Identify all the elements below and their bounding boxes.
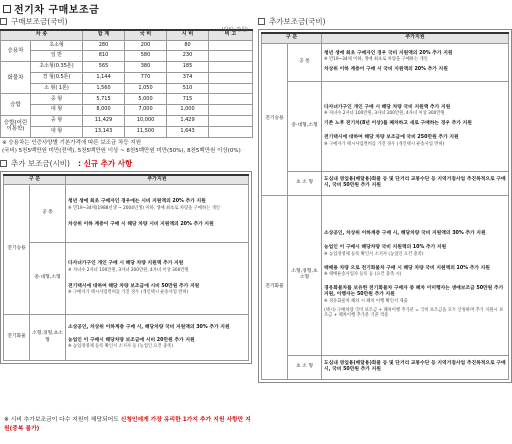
national-additional-section-title: 추가보조금(국비) [269,16,326,26]
group-cell: 전기화물 [4,315,30,361]
total-cell: 1,144 [83,72,125,83]
note-cell [209,94,253,105]
city-cell: 80 [167,40,209,51]
right-panel [258,16,512,383]
total-cell: 5,715 [83,94,125,105]
col-category: 구 분 [4,175,66,185]
support-cell [322,43,509,81]
col-national: 국 비 [125,30,167,40]
table-row [1,51,253,62]
sub-cell: 소형,경형,초소형 [30,315,66,361]
table-header-row [262,33,509,43]
national-section-title: 구매보조금(국비) [11,16,68,26]
support-cell [66,243,249,315]
national-cell: 200 [125,40,167,51]
sub-cell: 초 소 형 [288,171,322,195]
total-cell: 13,143 [83,126,125,137]
city-section-header [0,159,252,169]
col-category: 구 분 [262,33,322,43]
section-bullet-icon [0,18,7,25]
support-line: 청년 생애 최초 구매자인 경우에는 시비 지원액의 20% 추가 지원 [68,199,206,205]
col-vehicle-type: 차 종 [1,30,83,40]
table-row [262,195,509,355]
note-cell [209,51,253,62]
support-line: 차상위 이하 계층이 구매 시 해당 차량 시비 지원액의 20% 추가 지원 [68,221,214,227]
note-cell [209,126,253,137]
city-cell: 185 [167,62,209,73]
support-line: 소상공인, 차상위 이하계층 구매 시, 해당차량 국비 지원액의 30% 추가 지원 [68,325,230,331]
national-additional-box [258,29,512,383]
new-item-highlight: : 신규 추가 사항 [77,159,133,169]
table-row [4,243,249,315]
group-cell: 화물차 [1,62,31,94]
left-panel [0,16,252,364]
national-additional-table [261,32,509,380]
sub-cell: 중·대형,소형 [288,81,322,171]
support-line: ※ 자녀수 2자녀 100만원, 3자녀 200만원, 4자녀 이상 300만원 [324,110,445,116]
support-line: 농업인 이 구매시 해당차량 국비 지원액의 10% 추가 지원 [324,245,447,251]
support-cell: 도심내 영업용(배달용)화물 등 및 단거리 교통수단 등 지역거점사업 추진목적으로 구매 시, 국비 50만원 추가 지원 [322,171,509,195]
support-line: 다자녀가구인 개인 구매 시 해당 차량 지원액 추가 지원 [68,261,184,267]
table-row [4,185,249,243]
page-title-row [3,2,99,15]
footer-red-text: 신청인에게 가장 유리한 1가지 추가 지원 사항만 지원(중복 불가) [4,417,251,432]
city-cell: 374 [167,72,209,83]
table-row [1,116,253,127]
national-footnote [0,140,252,156]
city-table-box [0,171,252,365]
type-cell: 초소형(0.35톤) [31,62,83,73]
national-cell: 770 [125,72,167,83]
section-bullet-icon [0,160,7,167]
support-line: ※ 구매자가 택시사업면허를 가진 경우 (개인택시 운송사업 면허) [68,290,189,296]
type-cell: 경 형(0.5톤) [31,72,83,83]
support-cell: 도심내 영업용(배달용)화물 등 및 단거리 교통수단 등 지역거점사업 추진목적으로 구매 시, 국비 50만원 추가 지원 [322,355,509,379]
group-cell: 승합 [1,94,31,116]
table-row [1,40,253,51]
note-cell [209,62,253,73]
page-title: 전기차 구매보조금 [14,5,100,16]
table-row [1,126,253,137]
support-line: 농업인 이 구매시 해당차량 보조금에 시비 20만원 추가 지원 [68,337,195,343]
table-row [1,62,253,73]
type-cell: 일 반 [31,51,83,62]
support-cell [322,195,509,355]
support-line: ※ 만19~34세(1988년생 ~ 2004년생) 이하, 생애 최초로 차량을 구매하는 개인 [68,205,220,211]
table-header-row [1,30,253,40]
table-row [262,355,509,379]
support-line: 차상위 이하 계층이 구매 시 국비 지원액의 20% 추가 지원 [324,66,448,72]
city-cell: 1,643 [167,126,209,137]
sub-cell: 중·대형,소형 [30,243,66,315]
total-cell: 810 [83,51,125,62]
note-cell [209,105,253,116]
type-cell: 초소형 [31,40,83,51]
table-row [262,81,509,171]
title-square-icon [3,5,11,13]
city-cell: 230 [167,51,209,62]
col-total: 합 계 [83,30,125,40]
type-cell: 대 형 [31,126,83,137]
national-cell: 5,000 [125,94,167,105]
col-note: 비 고 [209,30,253,40]
support-line: ※ 경유화물차 폐차 시 폐차 이행 확인서 제출 [324,298,408,304]
unit-label: (단위: 만원) [221,27,248,33]
support-line: 청년 생애 최초 구매자인 경우 국비 지원액의 20% 추가 지원 [324,50,453,56]
support-cell [322,81,509,171]
city-cell: 1,000 [167,105,209,116]
national-cell: 7,000 [125,105,167,116]
support-line: 소상공인, 차상위 이하계층 구매 시, 해당차량 국비 지원액의 30% 추가 지원 [324,230,486,236]
national-cell: 580 [125,51,167,62]
national-cell: 11,500 [125,126,167,137]
support-line: 전기택시에 대하여 해당 차량 보조금에 시비 50만원 추가 지원 [68,283,200,289]
table-row [1,94,253,105]
section-bullet-icon [258,18,265,25]
type-cell: 소 형( 1톤) [31,83,83,94]
sub-cell: 공 통 [30,185,66,243]
col-city: 시 비 [167,30,209,40]
support-line: ※ 농업경영체 등록 확인서 소지자 등 (농업인 요건 충족) [68,344,174,350]
table-header-row [4,175,249,185]
sub-cell: 공 통 [288,43,322,81]
table-row [262,43,509,81]
sub-cell: 소형,경형,초소형 [288,195,322,355]
col-support: 추가지원 [322,33,509,43]
total-cell: 280 [83,40,125,51]
table-row [4,315,249,361]
national-section-header [0,16,252,26]
footer-text: ※ 시비 추가보조금이 다수 지원이 해당되어도 [4,417,119,423]
support-cell [66,315,249,361]
footer-note [4,416,254,433]
footnote-line-2: (국비) 5천5백만원 미만(전액), 5천5백만원 이상 ~ 8천5백만원 미만(50%), 8천5백만원 이상(0%) [2,147,241,154]
group-cell: 승용차 [1,40,31,62]
city-additional-table [3,174,249,362]
support-line: ※ 농업경영체 등록 확인서 소지자 (농업인 요건 충족) [324,251,424,257]
type-cell: 중 형 [31,116,83,127]
city-cell: 1,429 [167,116,209,127]
group-cell: 전기승용 [4,185,30,315]
type-cell: 중 형 [31,94,83,105]
support-line: 경유화물차를 보유한 전기화물차 구매자 중 폐차 이미행자는 생애보조금 50만원 추가 지원, 이행자는 50만원 추가 지원 [324,285,504,298]
support-line: ※ 만19~34세 이하, 생애 최초로 차량을 구매하는 개인 [324,57,428,63]
support-line: ※ 구매자가 택시사업면허를 가진 경우 (개인택시 운송사업 면허) [324,141,445,147]
city-cell: 510 [167,83,209,94]
table-row [262,171,509,195]
support-line: 다자녀가구인 개인 구매 시 해당 차량 국비 지원액 추가 지원 [324,104,451,110]
footnote-line-1: ※ 승용차는 인증사양별 기본가격에 따른 보조금 차등 지원 [2,139,142,146]
col-support: 추가지원 [66,175,249,185]
group-cell: 전기승용 [262,43,288,195]
support-line: ※ 택배운송사업자 등록 등 (요건 충족 시) [324,272,402,278]
national-cell: 10,000 [125,116,167,127]
total-cell: 1,560 [83,83,125,94]
national-cell: 380 [125,62,167,73]
table-row [1,72,253,83]
support-line: (택시) 구매차량 국비 보조금 + 폐차이행 추가분 = 국비 보조금을 모두 산정하며 추가 지원시 보조금 + 폐차이행 추가분 기준 적용 [324,307,504,319]
national-additional-section-header [258,16,512,26]
table-row [1,105,253,116]
total-cell: 8,000 [83,105,125,116]
support-line: 전기택시에 대하여 해당 차량 보조금에 국비 250만원 추가 지원 [324,135,459,141]
support-line: ※ 자녀수 2자녀 100만원, 3자녀 200만원, 4자녀 이상 300만원 [68,267,189,273]
note-cell [209,83,253,94]
note-cell [209,72,253,83]
national-subsidy-table [0,29,253,138]
support-cell [66,185,249,243]
city-section-title: 추가 보조금(시비) [11,159,70,169]
support-line: 기존 노후 전기차(8년 이상)를 폐차하고 새로 구매하는 경우 추가 지원 [324,120,472,126]
total-cell: 11,429 [83,116,125,127]
sub-cell: 초 소 형 [288,355,322,379]
total-cell: 565 [83,62,125,73]
support-line: 택배용 차량 으로 전기화물차 구매 시 해당 차량 국비 지원액의 10% 추가 지원 [324,265,490,271]
note-cell [209,40,253,51]
table-row [1,83,253,94]
group-cell: 승합(어린이통학) [1,116,31,138]
note-cell [209,116,253,127]
group-cell: 전기화물 [262,195,288,379]
national-cell: 1,050 [125,83,167,94]
type-cell: 대 형 [31,105,83,116]
city-cell: 715 [167,94,209,105]
